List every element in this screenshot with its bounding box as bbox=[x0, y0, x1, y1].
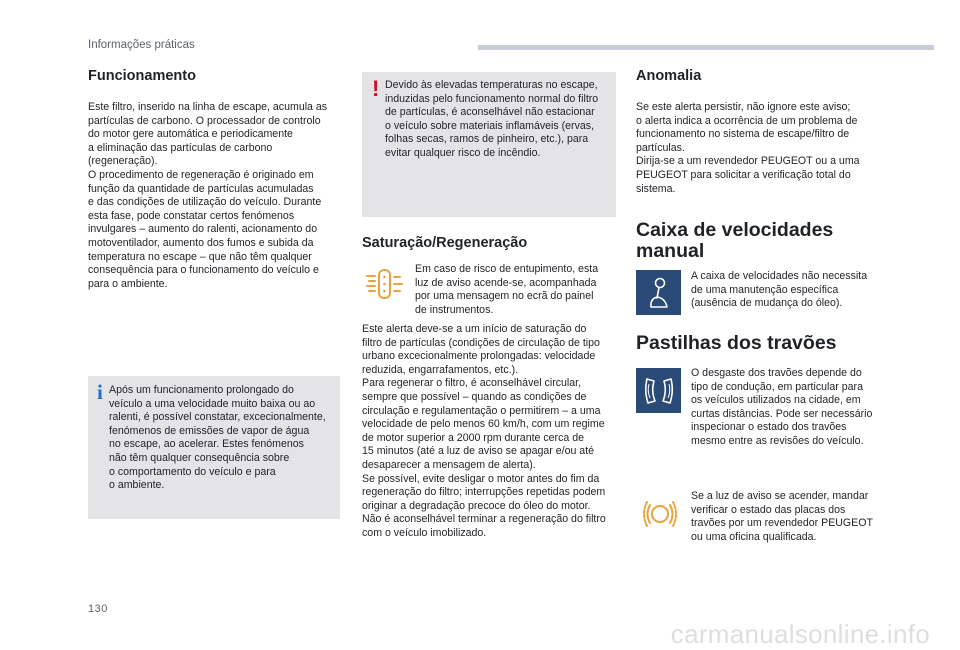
page-number: 130 bbox=[88, 603, 108, 615]
brake-pads-icon bbox=[636, 368, 681, 413]
info-note-text: Após um funcionamento prolongado do veículo a uma velocidade muito baixa ou ao ralenti, é possível constatar, excecionalmente, fenómenos de emissões de vapor de água no escape, ao acelerar. Estes fenómenos não têm qualquer consequência sobre o comportamento do veículo e para o ambiente. bbox=[109, 384, 326, 492]
gear-lever-icon bbox=[636, 270, 681, 315]
funcionamento-text: Este filtro, inserido na linha de escape, acumula as partículas de carbono. O processador de controlo do motor gere automática e periodicamente a eliminação das partículas de carbono (regeneração). O procedimento de regeneração é originado em função da quantidade de partículas acumuladas e das condições de utilização do veículo. Durante esta fase, pode constatar certos fenómenos invulgares – aumento do ralenti, acionamento do motoventilador, aumento dos fumos e subida da temperatura no escape – que não têm qualquer consequência para o funcionamento do veículo e para o ambiente. bbox=[88, 101, 328, 290]
heading-pastilhas: Pastilhas dos travões bbox=[636, 332, 837, 354]
info-icon: i bbox=[97, 380, 103, 404]
saturacao-text: Este alerta deve-se a um início de saturação do filtro de partículas (condições de circulação de tipo urbano excecionalmente prolongadas: velocidade reduzida, engarrafamentos, etc.). Para regenerar o filtro, é aconselhável circular, sempre que possível – quando as condições de circulação e regulamentação o permitirem – a uma velocidade de pelo menos 60 km/h, com um regime de motor superior a 2000 rpm durante cerca de 15 minutos (até a luz de aviso se apagar e/ou até desaparecer a mensagem de alerta). Se possível, evite desligar o motor antes do fim da regeneração do filtro; interrupções repetidas podem originar a degradação precoce do óleo do motor. Não é aconselhável terminar a regeneração do filtro com o veículo imobilizado. bbox=[362, 323, 606, 539]
heading-funcionamento: Funcionamento bbox=[88, 68, 196, 84]
warning-exclamation-icon: ! bbox=[372, 76, 380, 101]
warning-note-text: Devido às elevadas temperaturas no escape, induzidas pelo funcionamento normal do filtro de partículas, é aconselhável não estacionar o veículo sobre materiais inflamáveis (ervas, folhas secas, ramos de pinheiro, etc.), para evitar qualquer risco de incêndio. bbox=[385, 79, 599, 159]
warning-note-box bbox=[362, 72, 616, 217]
particle-filter-warning-icon bbox=[362, 264, 406, 304]
anomalia-text: Se este alerta persistir, não ignore este aviso; o alerta indica a ocorrência de um problema de funcionamento no sistema de escape/filtro de partículas. Dirija-se a um revendedor PEUGEOT ou a uma PEUGEOT para solicitar a verificação total do sistema. bbox=[636, 101, 860, 195]
watermark: carmanualsonline.info bbox=[670, 619, 930, 649]
heading-anomalia: Anomalia bbox=[636, 68, 702, 84]
info-note-box bbox=[88, 376, 340, 519]
brake-warning-text: Se a luz de aviso se acender, mandar verificar o estado das placas dos travões por um revendedor PEUGEOT ou uma oficina qualificada. bbox=[691, 490, 873, 543]
section-title: Informações práticas bbox=[88, 39, 195, 51]
saturacao-icon-text: Em caso de risco de entupimento, esta luz de aviso acende-se, acompanhada por uma mensagem no ecrã do painel de instrumentos. bbox=[415, 263, 599, 316]
brake-warning-icon bbox=[640, 496, 680, 532]
header-rule bbox=[478, 45, 934, 50]
pastilhas-text: O desgaste dos travões depende do tipo de condução, em particular para os veículos utilizados na cidade, em curtas distâncias. Pode ser necessário inspecionar o estado dos travões mesmo entre as revisões do veículo. bbox=[691, 367, 873, 447]
heading-caixa-velocidades: Caixa de velocidades manual bbox=[636, 219, 834, 262]
heading-saturacao: Saturação/Regeneração bbox=[362, 235, 528, 251]
caixa-velocidades-text: A caixa de velocidades não necessita de uma manutenção específica (ausência de mudança do óleo). bbox=[691, 270, 868, 310]
